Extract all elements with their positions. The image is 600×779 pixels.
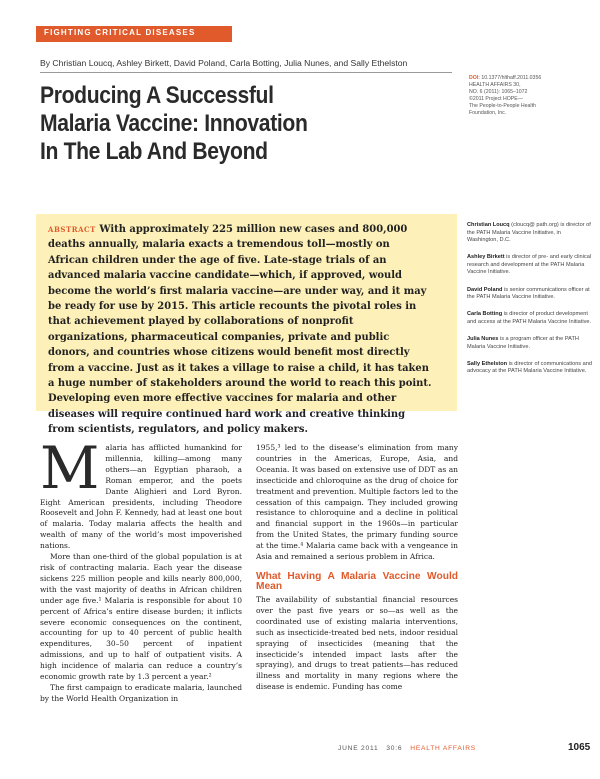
title-divider (40, 72, 452, 73)
title-line: Malaria Vaccine: Innovation (40, 110, 308, 137)
copyright-line: The People-to-People Health (469, 103, 536, 109)
author-bio (467, 222, 592, 245)
abstract (48, 222, 432, 438)
bio-text: is a program officer at the PATH Malaria Vaccine Initiative. (467, 335, 579, 350)
bio-text: (cloucq@ path.org) is director of the PATH Malaria Vaccine Initiative, in Washington, D.C. (467, 222, 591, 244)
page-number: 1065 (568, 742, 591, 753)
doi-label: DOI: (469, 75, 480, 81)
article-title (40, 82, 392, 166)
footer-date: JUNE 2011 (338, 745, 379, 752)
author-bios (467, 222, 592, 385)
journal-citation: HEALTH AFFAIRS 30, (469, 82, 521, 88)
bio-text: is senior communications officer at the PATH Malaria Vaccine Initiative. (467, 286, 590, 301)
abstract-label: ABSTRACT (48, 225, 96, 234)
abstract-text: With approximately 225 million new cases and 800,000 deaths annually, malaria exacts a tremendous toll—mostly on African children under the age of five. Late-stage trials of an advanced malaria vaccine candidate—which, if approved, would become the world’s first malaria vaccine—are under way, and it may be ready for use by 2015. This article recounts the pivotal roles in that achievement played by collaborations of nonprofit organizations, pharmaceutical companies, private and public donors, and countries whose citizens would benefit most directly from a vaccine. Just as it takes a village to raise a child, it has taken a huge number of stakeholders around the world to reach this point. Developing even more effective vaccines for malaria and other diseases will require continued hard work and creative thinking from scientists, regulators, and policy makers. (48, 223, 432, 436)
bio-name: Julia Nunes (467, 335, 499, 342)
bio-text: is director of product development and access at the PATH Malaria Vaccine Initiative. (467, 311, 592, 325)
section-label: FIGHTING CRITICAL DISEASES (44, 28, 196, 37)
bio-name: Ashley Birkett (467, 254, 505, 261)
section-banner (36, 26, 232, 42)
author-bio (467, 361, 592, 376)
bio-name: Carla Botting (467, 311, 503, 318)
author-byline: By Christian Loucq, Ashley Birkett, David Poland, Carla Botting, Julia Nunes, and Sally Ethelston (40, 58, 408, 68)
author-bio (467, 336, 592, 351)
doi-link[interactable]: 10.1377/hlthaff.2011.0356 (481, 75, 542, 81)
body-paragraph: The availability of substantial financial resources over the past five years or so—as well as the coordinated use of existing malaria interventions, such as insecticide-treated bed nets, indoor residual spraying of insecticides (meaning that the insecticide’s intended impact lasts after the spraying), and drugs to treat patients—has reduced illness and mortality in many regions where the disease is endemic. Funding has come (256, 594, 458, 692)
body-paragraph: alaria has afflicted humankind for millennia, killing—among many others—an Egyptian pharaoh, a Roman emperor, and the poets Dante Alighieri and Lord Byron. Eight American presidents, including Theodore Roosevelt and John F. Kennedy, had at least one bout of malaria. Today malaria affects the health and wealth of many of the world’s most impoverished nations. (40, 443, 242, 551)
copyright-line: Foundation, Inc. (469, 110, 507, 116)
issue-citation: NO. 6 (2011): 1065–1072 (469, 89, 528, 95)
footer-journal: HEALTH AFFAIRS (410, 745, 476, 752)
body-paragraph: The first campaign to eradicate malaria, launched by the World Health Organization in (40, 682, 242, 703)
page-footer (338, 745, 476, 752)
body-column-left (40, 434, 242, 705)
bio-text: is director of pre- and early clinical research and development at the PATH Malaria Vaccine Initiative. (467, 254, 592, 276)
bio-text: is director of communications and advocacy at the PATH Malaria Vaccine Initiative. (467, 360, 592, 375)
doi-block (469, 75, 589, 117)
bio-name: Christian Loucq (467, 222, 510, 228)
drop-cap: M (40, 434, 100, 502)
body-paragraph: 1955,³ led to the disease’s elimination from many countries in the Americas, Europe, Asia, and Oceania. It was based on extensive use of DDT as an insecticide and chloroquine as the drug of choice for treatment and prevention. Multiple factors led to the cessation of this campaign. They included growing resistance to chloroquine and a decline in political and financial support in the 1960s—in particular from the United States, the primary funding source at the time.⁴ Malaria came back with a vengeance in Asia and remained a serious problem in Africa. (256, 443, 459, 562)
copyright-line: ©2011 Project HOPE— (469, 96, 523, 102)
section-heading: What Having A Malaria Vaccine Would Mean (256, 570, 458, 593)
bio-name: David Poland (467, 286, 503, 293)
title-line: In The Lab And Beyond (40, 138, 268, 165)
author-bio (467, 311, 592, 326)
footer-issue: 30:6 (386, 745, 403, 752)
bio-name: Sally Ethelston (467, 360, 508, 367)
body-paragraph: More than one-third of the global population is at risk of contracting malaria. Each year the disease sickens 225 million people and kills nearly 800,000, with the vast majority of deaths in African children under age five.¹ Malaria is responsible for about 10 percent of Africa’s entire disease burden; it inflicts severe economic consequences on the continent, accounting for up to 40 percent of public health expenditures, 30–50 percent of inpatient admissions, and up to half of outpatient visits. A high incidence of malaria can reduce a country’s economic growth rate by 1.3 percent a year.² (40, 552, 242, 682)
title-line: Producing A Successful (40, 82, 274, 109)
body-column-right (256, 443, 458, 693)
author-bio (467, 287, 592, 302)
author-bio (467, 254, 592, 277)
